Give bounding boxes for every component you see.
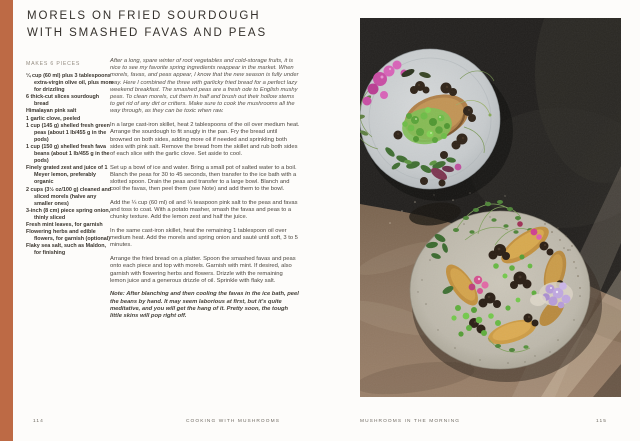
grain-overlay	[360, 18, 621, 397]
recipe-title-line1: MORELS ON FRIED SOURDOUGH	[27, 10, 261, 22]
running-title-right: MUSHROOMS IN THE MORNING	[360, 419, 461, 424]
recipe-step: In a large cast-iron skillet, heat 2 tablespoons of the oil over medium heat. Arrange the sourdough to fit snugly in the pan. Fry the bread until browned on both sides, adding more oil if needed and sprinkling both sides with pink salt. Remove the bread from the skillet and rub both sides of each slice with the garlic clove. Set aside to cool.	[110, 122, 300, 157]
recipe-headnote: After a long, spare winter of root vegetables and cold-storage fruits, it is nice to see my favorite spring ingredients reappear in the market. When morels, favas, and peas appear, I know that the new season is fully under way. Here I combined the three with garlicky fried bread for a perfect lazy weekend breakfast. The smashed peas are a fresh ode to English mushy peas. To clean morels, cut them in half and brush out their hollow stems to get rid of any dirt or critters. Make sure to cook the mushrooms all the way through, as they can be toxic when raw.	[110, 58, 299, 115]
ingredient-item: 1 garlic clove, peeled	[26, 115, 81, 122]
running-title-left: COOKING WITH MUSHROOMS	[185, 419, 280, 424]
ingredient-item: 1 cup (145 g) shelled fresh green peas (about 1 lb/455 g in the pods)	[26, 122, 110, 143]
recipe-title-line2: WITH SMASHED FAVAS AND PEAS	[27, 27, 268, 39]
ingredients-list	[26, 73, 114, 257]
page-number-left: 114	[33, 419, 44, 424]
ingredient-item: Flowering herbs and edible flowers, for garnish (optional)	[26, 229, 111, 243]
ingredient-item: 3-inch (8 cm) piece spring onion, thinly sliced	[26, 207, 111, 221]
page-number-right: 115	[596, 419, 607, 424]
ingredient-item: Finely grated zest and juice of 1 Meyer lemon, preferably organic	[26, 165, 108, 186]
ingredient-item: 1 cup (150 g) shelled fresh fava beans (about 1 lb/455 g in the pods)	[26, 143, 110, 165]
ingredient-item: ¼ cup (60 ml) plus 3 tablespoons extra-virgin olive oil, plus more for drizzling	[26, 73, 114, 94]
recipe-note: Note: After blanching and then cooling the favas in the ice bath, peel the beans by hand. It may seem laborious at first, but it's quite meditative, and you will get the hang of it. Pretty soon, the tough little skins will pop right off.	[110, 291, 299, 320]
food-photo-illustration	[360, 18, 621, 397]
food-photo	[360, 18, 621, 397]
recipe-title	[27, 8, 267, 42]
yield-label: MAKES 6 PIECES	[26, 61, 81, 67]
ingredient-item: Flaky sea salt, such as Maldon, for finishing	[26, 243, 106, 257]
ingredient-item: Himalayan pink salt	[26, 108, 77, 115]
recipe-step: In the same cast-iron skillet, heat the remaining 1 tablespoon oil over medium heat. Add the morels and spring onion and sauté until soft, 3 to 5 minutes.	[110, 228, 298, 249]
recipe-step: Add the ¼ cup (60 ml) oil and ¼ teaspoon pink salt to the peas and favas and toss to coat. With a potato masher, smash the favas and peas to a chunky texture. Add the lemon zest and half the juice.	[110, 199, 298, 221]
recipe-method	[110, 58, 300, 327]
ingredient-item: 6 thick-cut slices sourdough bread	[26, 94, 100, 108]
spine-accent-strip	[0, 0, 13, 441]
ingredient-item: 2 cups (3½ oz/100 g) cleaned and sliced morels (halve any smaller ones)	[26, 186, 112, 207]
recipe-step: Set up a bowl of ice and water. Bring a small pot of salted water to a boil. Blanch the peas for 30 to 45 seconds, then transfer to the ice bath with a slotted spoon. Drain the peas and transfer to a large bowl. Blanch and cool the favas, then peel them (see Note) and add them to the bowl.	[110, 164, 297, 193]
recipe-step: Arrange the fried bread on a platter. Spoon the smashed favas and peas onto each piece and top with morels. Garnish with mint. If desired, also garnish with flowering herbs and flowers. Drizzle with the remaining lemon juice and a generous drizzle of oil. Sprinkle with flaky salt.	[110, 256, 296, 284]
ingredient-item: Fresh mint leaves, for garnish	[26, 221, 103, 228]
